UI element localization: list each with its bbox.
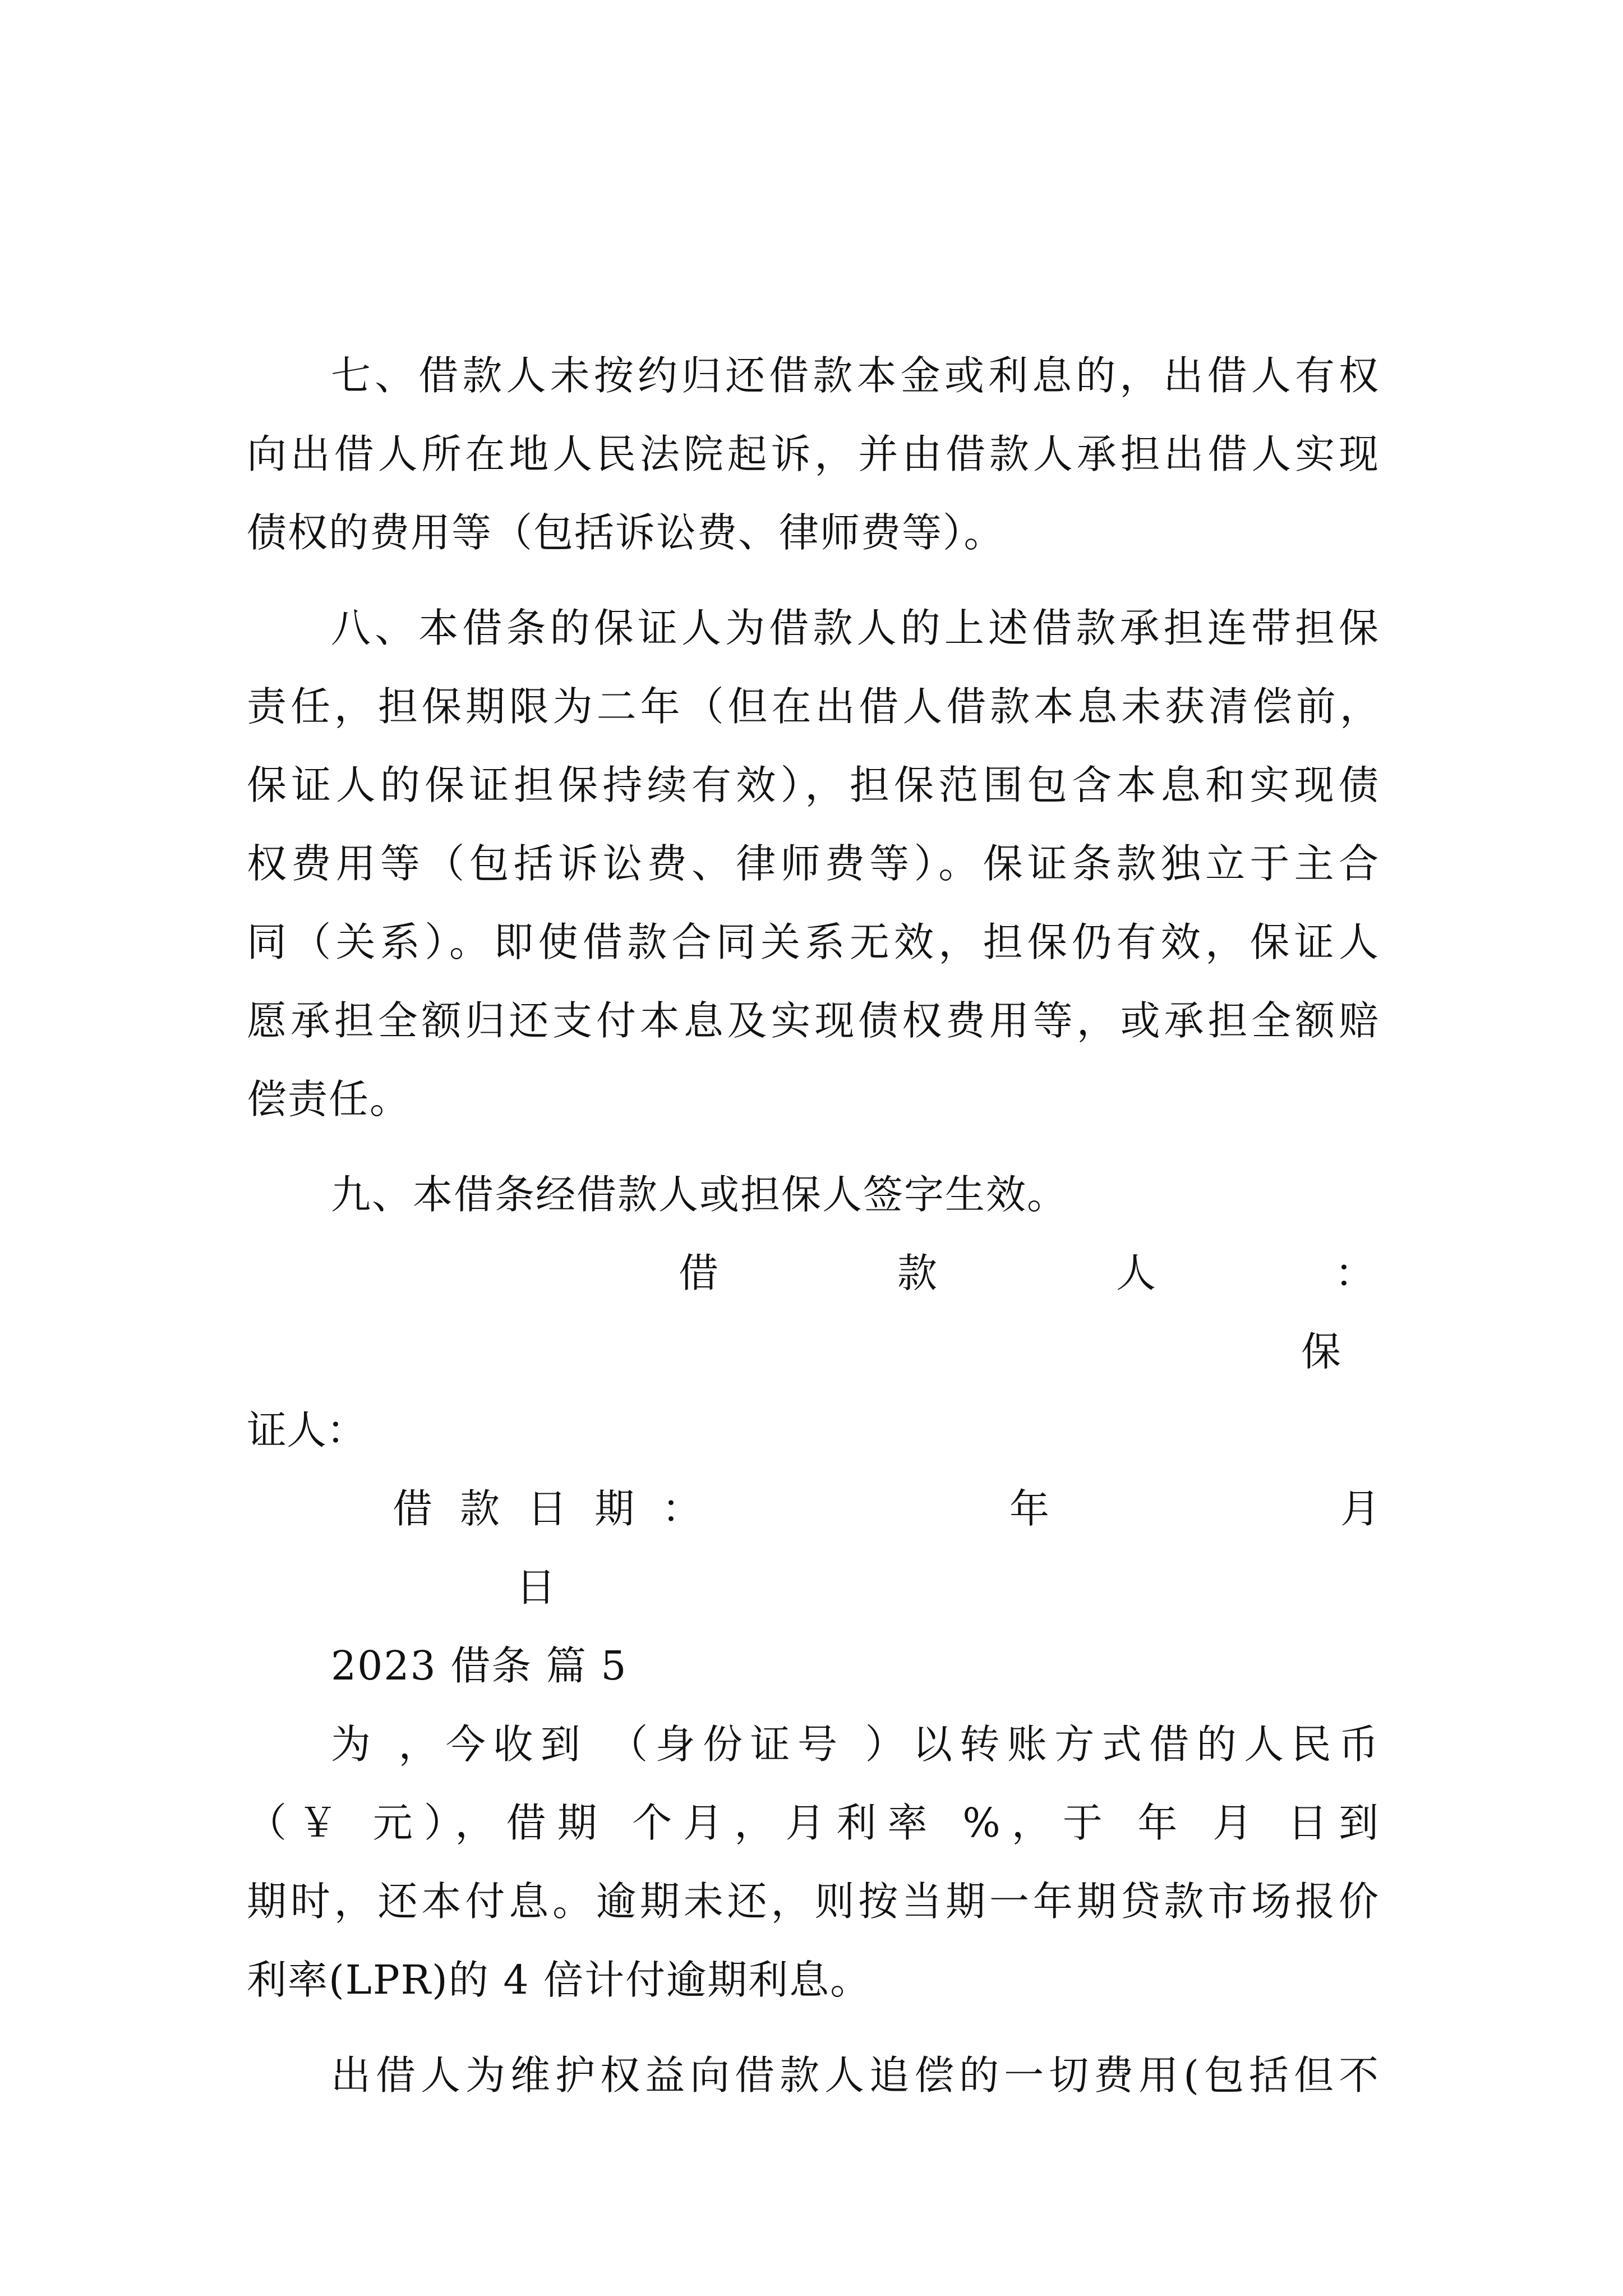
clause-8-line-5: 同（关系）。即使借款合同关系无效，担保仍有效，保证人 [247,919,1380,965]
borrower-char-3: 人 [1116,1250,1156,1296]
note-line-1: 为 ，今收到 （身份证号 ）以转账方式借的人民币 [331,1721,1380,1768]
clause-8-line-1: 八、本借条的保证人为借款人的上述借款承担连带担保 [331,605,1380,651]
date-label-char-1: 借 [393,1485,433,1532]
date-month: 月 [1340,1485,1381,1532]
borrower-colon: ： [1335,1250,1375,1296]
note-line-3: 期时，还本付息。逾期未还，则按当期一年期贷款市场报价 [247,1878,1380,1925]
date-day: 日 [516,1564,556,1611]
note-line-4: 利率(LPR)的 4 倍计付逾期利息。 [247,1957,872,2003]
clause-8-line-7: 偿责任。 [247,1076,411,1122]
borrower-char-1: 借 [679,1250,719,1296]
clause-8-line-3: 保证人的保证担保持续有效），担保范围包含本息和实现债 [247,762,1380,808]
clause-8-line-6: 愿承担全额归还支付本息及实现债权费用等，或承担全额赔 [247,997,1380,1044]
date-label-colon: ： [662,1485,702,1532]
clause-7-line-3: 债权的费用等（包括诉讼费、律师费等）。 [247,509,1005,556]
clause-8-line-2: 责任，担保期限为二年（但在出借人借款本息未获清偿前， [247,683,1380,730]
clause-7-line-1: 七、借款人未按约归还借款本金或利息的，出借人有权 [331,352,1380,399]
guarantor-label-tail: 证人： [247,1407,367,1453]
note-last-line: 出借人为维护权益向借款人追偿的一切费用(包括但不 [331,2052,1380,2099]
clause-9: 九、本借条经借款人或担保人签字生效。 [331,1171,1068,1218]
date-label-char-4: 期 [594,1485,635,1532]
date-label-char-3: 日 [527,1485,568,1532]
section-heading: 2023 借条 篇 5 [331,1642,628,1689]
note-line-2: （￥ 元），借期 个月，月利率 %，于 年 月 日到 [247,1800,1380,1846]
borrower-char-2: 款 [897,1250,938,1296]
date-label-char-2: 款 [460,1485,500,1532]
clause-8-line-4: 权费用等（包括诉讼费、律师费等）。保证条款独立于主合 [247,840,1380,887]
date-year: 年 [1009,1485,1050,1532]
clause-7-line-2: 向出借人所在地人民法院起诉，并由借款人承担出借人实现 [247,431,1380,477]
guarantor-label-head: 保 [1301,1328,1341,1375]
